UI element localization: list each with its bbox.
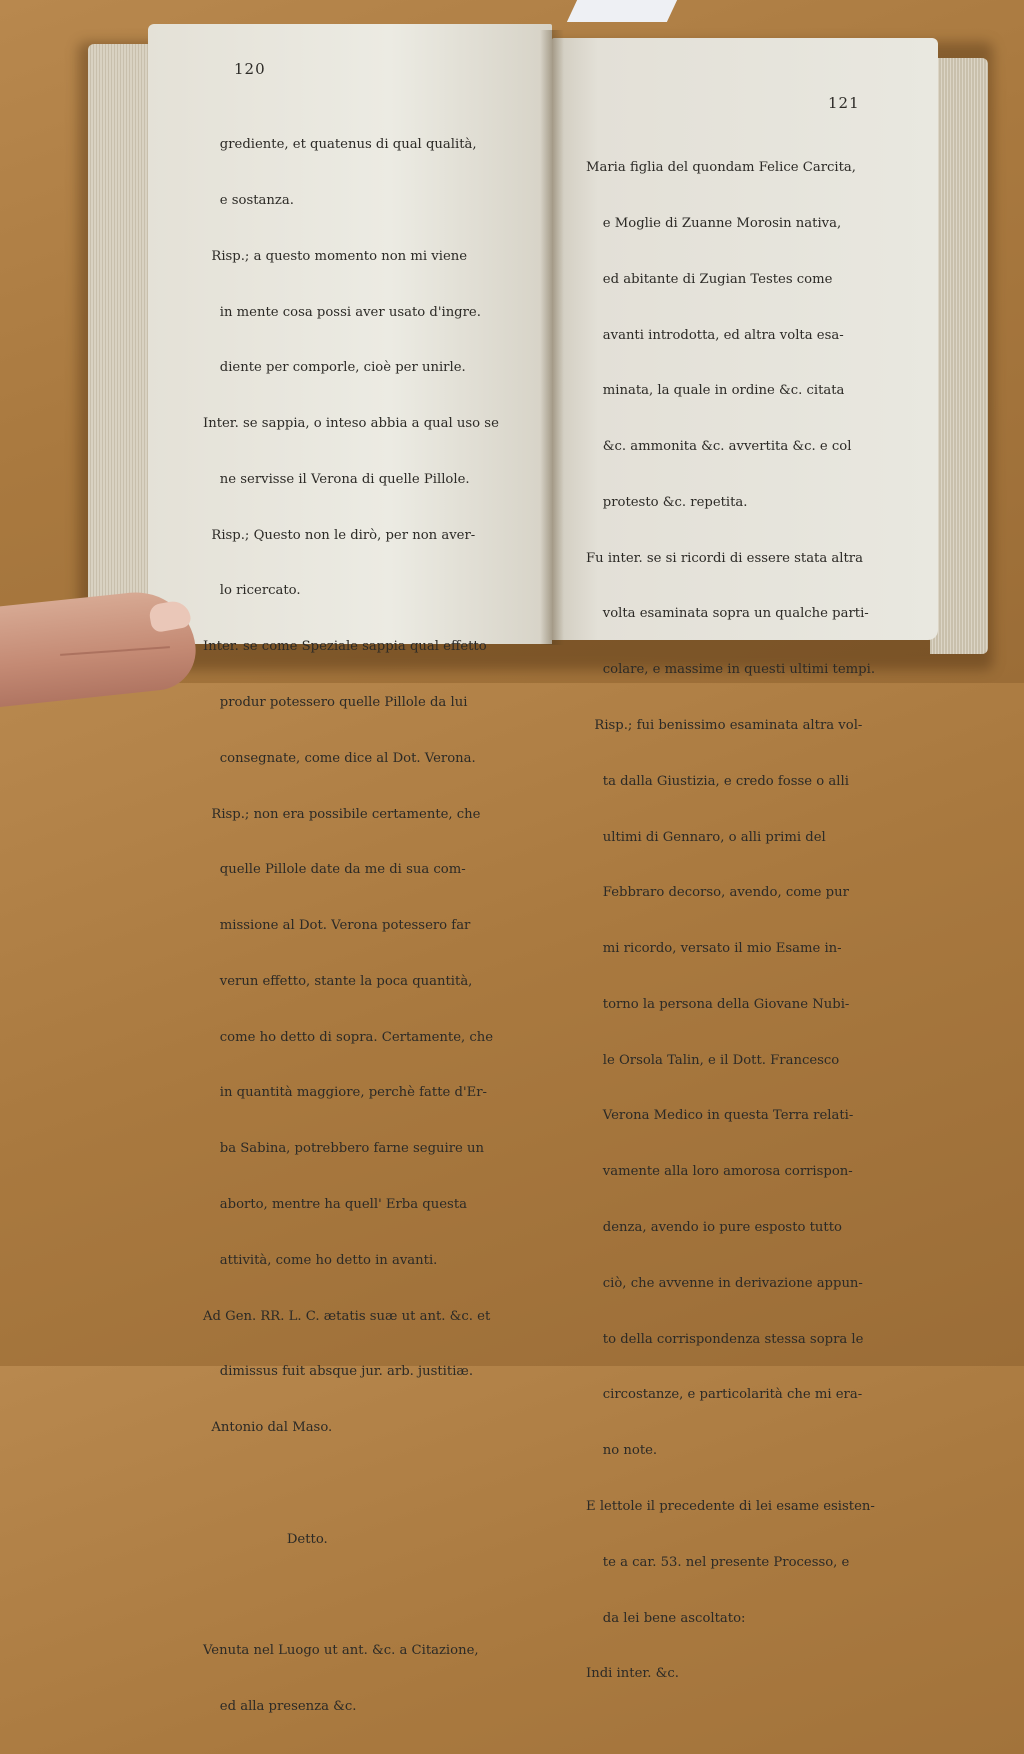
text-line: &c. ammonita &c. avvertita &c. e col [586, 439, 852, 455]
text-line: Risp.; Questo non le dirò, per non aver- [203, 527, 476, 543]
text-line: colare, e massime in questi ultimi tempi. [586, 662, 876, 678]
text-line: torno la persona della Giovane Nubi- [586, 996, 850, 1012]
text-line: to della corrispondenza stessa sopra le [586, 1331, 864, 1347]
text-line: come ho detto di sopra. Certamente, che [203, 1029, 494, 1045]
text-line: mi ricordo, versato il mio Esame in- [586, 941, 842, 957]
right-page-edges [930, 58, 988, 654]
text-line: ed alla presenza &c. [203, 1699, 357, 1715]
text-line: verun effetto, stante la poca quantità, [203, 973, 473, 989]
text-line: ultimi di Gennaro, o alli primi del [586, 829, 826, 845]
section-heading: Detto. [203, 1531, 328, 1547]
text-line: produr potessero quelle Pillole da lui [203, 695, 468, 710]
text-line: quelle Pillole date da me di sua com- [203, 862, 466, 878]
text-line: minata, la quale in ordine &c. citata [586, 383, 845, 399]
left-page-text [203, 99, 499, 1754]
text-line: ta dalla Giustizia, e credo fosse o alli [586, 773, 849, 789]
text-line: Inter. se sappia, o inteso abbia a qual uso se [203, 416, 499, 432]
text-line: avanti introdotta, ed altra volta esa- [586, 327, 844, 343]
book-gutter [540, 30, 564, 645]
text-line: ed abitante di Zugian Testes come [586, 271, 833, 287]
text-line [203, 1475, 499, 1494]
right-page-text [586, 122, 875, 1721]
text-line: Venuta nel Luogo ut ant. &c. a Citazione, [203, 1643, 479, 1659]
text-line: te a car. 53. nel presente Processo, e [586, 1554, 850, 1570]
text-line: in quantità maggiore, perchè fatte d'Er- [203, 1085, 487, 1101]
text-line: Risp.; a questo momento non mi viene [203, 248, 468, 264]
text-line: consegnate, come dice al Dot. Verona. [203, 750, 476, 766]
text-line: Ad Gen. RR. L. C. ætatis suæ ut ant. &c. et [203, 1308, 491, 1324]
text-line: attività, come ho detto in avanti. [203, 1252, 438, 1268]
text-line: denza, avendo io pure esposto tutto [586, 1220, 842, 1236]
text-line: circostanze, e particolarità che mi era- [586, 1387, 863, 1403]
text-line: in mente cosa possi aver usato d'ingre. [203, 304, 481, 320]
text-line: protesto &c. repetita. [586, 494, 748, 510]
text-line: e Moglie di Zuanne Morosin nativa, [586, 215, 842, 231]
left-page-number: 120 [234, 60, 266, 78]
text-line [203, 1587, 499, 1606]
text-line: E lettole il precedente di lei esame esisten- [586, 1498, 875, 1514]
text-line: Antonio dal Maso. [203, 1420, 333, 1436]
text-line: vamente alla loro amorosa corrispon- [586, 1164, 853, 1180]
text-line: Fu inter. se si ricordi di essere stata altra [586, 550, 863, 566]
text-line: ciò, che avvenne in derivazione appun- [586, 1275, 863, 1291]
text-line: grediente, et quatenus di qual qualità, [203, 137, 477, 153]
text-line: lo ricercato. [203, 583, 301, 599]
right-page [552, 38, 938, 1682]
text-line: diente per comporle, cioè per unirle. [203, 360, 466, 376]
text-line: missione al Dot. Verona potessero far [203, 918, 471, 934]
text-line: le Orsola Talin, e il Dott. Francesco [586, 1052, 840, 1068]
text-line: Indi inter. &c. [586, 1666, 679, 1682]
left-page [148, 24, 552, 1715]
paper-slip [567, 0, 677, 22]
text-line: Inter. se come Speziale sappia qual effetto [203, 639, 487, 655]
text-line: Risp.; fui benissimo esaminata altra vol- [586, 718, 863, 733]
text-line: Verona Medico in questa Terra relati- [586, 1108, 854, 1124]
text-line: ba Sabina, potrebbero farne seguire un [203, 1141, 485, 1157]
text-line: dimissus fuit absque jur. arb. justitiæ. [203, 1364, 474, 1380]
text-line: no note. [586, 1443, 658, 1459]
text-line: aborto, mentre ha quell' Erba questa [203, 1197, 467, 1213]
text-line: Maria figlia del quondam Felice Carcita, [586, 160, 856, 176]
text-line: e sostanza. [203, 192, 294, 208]
text-line: ne servisse il Verona di quelle Pillole. [203, 471, 470, 487]
text-line: da lei bene ascoltato: [586, 1610, 746, 1626]
text-line: Risp.; non era possibile certamente, che [203, 806, 481, 822]
text-line: Febbraro decorso, avendo, come pur [586, 885, 849, 901]
right-page-number: 121 [828, 94, 860, 112]
text-line: volta esaminata sopra un qualche parti- [586, 606, 869, 622]
